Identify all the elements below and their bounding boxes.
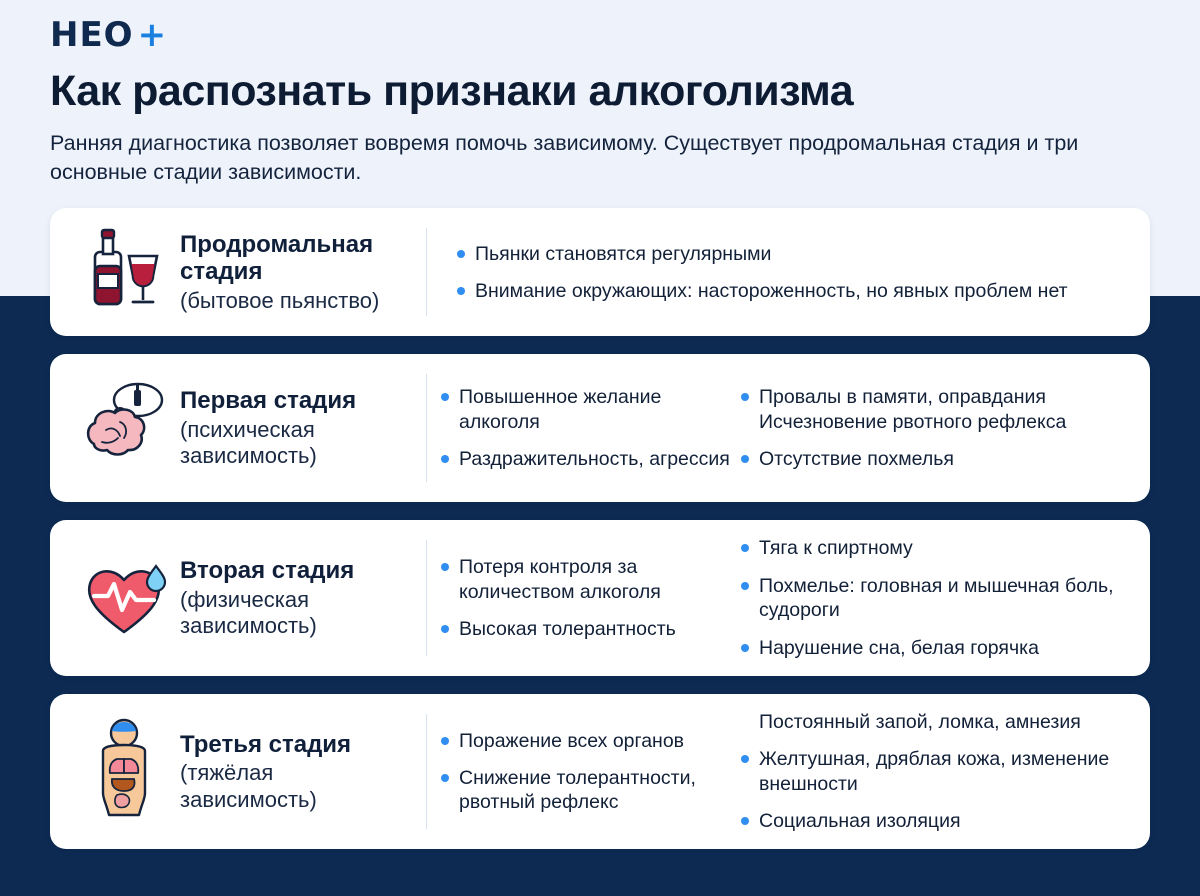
list-item — [741, 710, 1124, 734]
card-divider — [426, 714, 427, 830]
stage-card-first — [50, 354, 1150, 502]
card-divider — [426, 228, 427, 316]
bullet-dot-icon — [441, 455, 449, 463]
bullet-list-left — [441, 370, 741, 486]
bullet-text: Желтушная, дряблая кожа, изменение внешности — [759, 748, 1110, 795]
bullet-text: Высокая толерантность — [459, 617, 676, 640]
bullet-text: Раздражительность, агрессия — [459, 448, 730, 471]
list-item — [741, 809, 1124, 833]
bullet-text: Нарушение сна, белая горячка — [759, 636, 1039, 659]
stage-name: Третья стадия — [180, 730, 352, 758]
stage-name: Вторая стадия — [180, 557, 355, 585]
bullet-dot-icon — [741, 755, 749, 763]
page-title: Как распознать признаки алкоголизма — [50, 67, 854, 115]
bullet-list-right — [741, 536, 1132, 660]
heart-with-pulse-icon — [68, 536, 180, 660]
bullet-dot-icon — [441, 625, 449, 633]
bullet-text: Похмелье: головная и мышечная боль, судороги — [759, 574, 1114, 622]
bullet-dot-icon — [441, 774, 449, 782]
stage-name: Первая стадия — [180, 387, 357, 415]
bullet-dot-icon — [741, 582, 749, 590]
list-item — [741, 536, 1124, 560]
bullet-dot-icon — [741, 455, 749, 463]
list-item — [441, 385, 733, 434]
bullet-text: Повышенное желание алкоголя — [459, 386, 662, 433]
bullet-text: Потеря контроля за количеством алкоголя — [459, 556, 661, 603]
card-divider — [426, 540, 427, 656]
stage-subtitle: (бытовое пьянство) — [180, 287, 380, 313]
bullet-list-left — [441, 710, 741, 834]
bullet-dot-icon — [441, 737, 449, 745]
stage-subtitle: (психическая зависимость) — [180, 416, 317, 469]
bullet-dot-icon — [457, 250, 465, 258]
list-item — [441, 729, 733, 753]
list-item — [741, 636, 1124, 660]
stage-card-prodromal — [50, 208, 1150, 336]
bullet-text: Отсутствие похмелья — [759, 448, 954, 471]
stage-label-block — [180, 224, 426, 320]
list-item — [741, 574, 1124, 623]
bullet-text: Снижение толерантности, рвотный рефлекс — [459, 767, 696, 814]
bullet-text: Пьянки становятся регулярными — [475, 242, 772, 265]
bullet-text: Провалы в памяти, оправдания Исчезновение рвотного рефлекса — [759, 386, 1067, 433]
list-item — [457, 279, 1124, 303]
bullet-list-right — [741, 710, 1132, 834]
list-item — [441, 617, 733, 641]
human-body-organs-icon — [68, 710, 180, 834]
bullet-list-left — [441, 536, 741, 660]
wine-bottle-and-glass-icon — [68, 224, 180, 320]
bullet-dot-icon — [457, 287, 465, 295]
logo-area — [50, 0, 1150, 54]
bullet-dot-icon — [741, 393, 749, 401]
brand-logo — [50, 15, 167, 55]
stage-card-second — [50, 520, 1150, 676]
bullet-dot-icon — [741, 644, 749, 652]
bullet-text: Социальная изоляция — [759, 810, 961, 833]
page-subtitle: Ранняя диагностика позволяет вовремя помочь зависимому. Существует продромальная стадия и три основные стадии зависимости. — [50, 131, 1079, 184]
list-item — [741, 747, 1124, 796]
bullet-dot-icon — [741, 817, 749, 825]
card-divider — [426, 374, 427, 482]
stage-name: Продромальная стадия — [180, 230, 374, 286]
list-item — [741, 385, 1124, 434]
bullet-dot-icon — [741, 544, 749, 552]
brand-name: HEO — [50, 15, 134, 55]
stage-subtitle: (тяжёлая зависимость) — [180, 760, 317, 812]
bullet-list-right — [741, 370, 1132, 486]
list-item — [441, 766, 733, 815]
list-item — [457, 242, 1124, 266]
bullet-text: Постоянный запой, ломка, амнезия — [759, 710, 1081, 733]
bullet-text: Внимание окружающих: настороженность, но явных проблем нет — [475, 279, 1068, 302]
bullet-text: Поражение всех органов — [459, 729, 685, 752]
bullet-dot-icon — [741, 718, 749, 726]
list-item — [441, 555, 733, 604]
stage-subtitle: (физическая зависимость) — [180, 586, 317, 639]
bullet-text: Тяга к спиртному — [759, 537, 913, 560]
list-item — [441, 447, 733, 471]
bullet-dot-icon — [441, 563, 449, 571]
bullet-dot-icon — [441, 393, 449, 401]
brand-plus-icon: + — [137, 15, 168, 55]
brain-with-thought-bubble-icon — [68, 370, 180, 486]
list-item — [741, 447, 1124, 471]
stage-label-block — [180, 536, 426, 660]
stages-list — [50, 208, 1150, 849]
stage-card-third — [50, 694, 1150, 850]
stage-label-block — [180, 710, 426, 834]
bullet-list-left — [449, 224, 1132, 320]
stage-label-block — [180, 370, 426, 486]
